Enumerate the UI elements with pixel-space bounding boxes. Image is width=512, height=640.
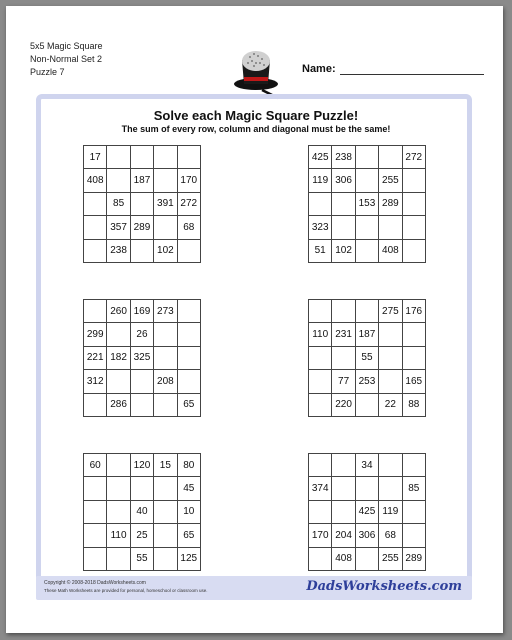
grid-cell: [107, 501, 130, 524]
grid-cell: 306: [332, 169, 355, 192]
grid-cell: [403, 193, 426, 216]
worksheet-info: [30, 40, 103, 79]
grid-cell: 221: [84, 347, 107, 370]
grid-cell: 119: [309, 169, 332, 192]
grid-cell: [107, 370, 130, 393]
grid-cell: [332, 454, 355, 477]
grid-cell: 170: [309, 524, 332, 547]
grid-cell: 26: [131, 323, 154, 346]
worksheet-set: Non-Normal Set 2: [30, 54, 103, 64]
grid-cell: [178, 347, 201, 370]
grid-cell: 306: [356, 524, 379, 547]
grid-cell: 17: [84, 146, 107, 169]
grid-cell: [107, 454, 130, 477]
grid-cell: 51: [309, 240, 332, 263]
grid-cell: [131, 193, 154, 216]
grid-cell: [107, 477, 130, 500]
grid-cell: [379, 477, 402, 500]
grid-cell: 253: [356, 370, 379, 393]
grid-cell: 40: [131, 501, 154, 524]
grid-cell: [356, 548, 379, 571]
grid-cell: 273: [154, 300, 177, 323]
grid-cell: 272: [403, 146, 426, 169]
grid-cell: [403, 240, 426, 263]
worksheet-title: Solve each Magic Square Puzzle!: [153, 108, 359, 123]
grid-cell: [178, 323, 201, 346]
magic-square-1: [83, 145, 201, 263]
grid-cell: 77: [332, 370, 355, 393]
grid-cell: [309, 394, 332, 417]
grid-cell: [332, 300, 355, 323]
grid-cell: [154, 323, 177, 346]
grid-cell: [403, 169, 426, 192]
grid-cell: 272: [178, 193, 201, 216]
grid-cell: [131, 477, 154, 500]
grid-cell: [131, 240, 154, 263]
usage-notice: These Math Worksheets are provided for personal, homeschool or classroom use.: [44, 588, 208, 593]
grid-cell: 299: [84, 323, 107, 346]
grid-cell: [154, 524, 177, 547]
grid-cell: 55: [356, 347, 379, 370]
grid-cell: 65: [178, 524, 201, 547]
grid-cell: 357: [107, 216, 130, 239]
grid-cell: [154, 347, 177, 370]
grid-cell: 408: [84, 169, 107, 192]
grid-cell: 110: [309, 323, 332, 346]
grid-cell: [131, 394, 154, 417]
grid-cell: [84, 524, 107, 547]
grid-cell: 312: [84, 370, 107, 393]
grid-cell: [403, 347, 426, 370]
grid-cell: [154, 216, 177, 239]
grid-cell: [309, 454, 332, 477]
grid-cell: [178, 146, 201, 169]
grid-cell: [178, 370, 201, 393]
worksheet-subtitle: The sum of every row, column and diagonal must be the same!: [121, 124, 391, 134]
grid-cell: 238: [332, 146, 355, 169]
grid-cell: 187: [131, 169, 154, 192]
grid-cell: 220: [332, 394, 355, 417]
grid-cell: [356, 169, 379, 192]
grid-cell: 102: [154, 240, 177, 263]
grid-cell: 68: [379, 524, 402, 547]
magic-square-3: [83, 299, 201, 417]
grid-cell: 22: [379, 394, 402, 417]
grid-cell: 187: [356, 323, 379, 346]
grid-cell: [84, 477, 107, 500]
grid-cell: [356, 216, 379, 239]
footer-bar: [36, 576, 472, 600]
name-label: Name:: [302, 63, 336, 75]
name-line: [340, 74, 484, 75]
grid-cell: 15: [154, 454, 177, 477]
grid-cell: 176: [403, 300, 426, 323]
grid-cell: [379, 454, 402, 477]
grid-cell: 88: [403, 394, 426, 417]
grid-cell: 289: [379, 193, 402, 216]
grid-cell: 325: [131, 347, 154, 370]
grid-cell: 153: [356, 193, 379, 216]
grid-cell: [84, 240, 107, 263]
grid-cell: [332, 193, 355, 216]
grid-cell: [379, 347, 402, 370]
grid-cell: 374: [309, 477, 332, 500]
grid-cell: [356, 300, 379, 323]
grid-cell: 275: [379, 300, 402, 323]
grid-cell: 68: [178, 216, 201, 239]
grid-cell: [131, 146, 154, 169]
grid-cell: [403, 216, 426, 239]
grid-cell: [356, 146, 379, 169]
grid-cell: [107, 146, 130, 169]
grid-cell: [309, 501, 332, 524]
grid-cell: 10: [178, 501, 201, 524]
grid-cell: 25: [131, 524, 154, 547]
grid-cell: [154, 169, 177, 192]
grid-cell: [403, 501, 426, 524]
grid-cell: 60: [84, 454, 107, 477]
grid-cell: [332, 477, 355, 500]
grid-cell: [107, 323, 130, 346]
grid-cell: 286: [107, 394, 130, 417]
brand-logo: DadsWorksheets.com: [306, 579, 462, 594]
grid-cell: [84, 300, 107, 323]
grid-cell: 204: [332, 524, 355, 547]
grid-cell: [131, 370, 154, 393]
grid-cell: [379, 323, 402, 346]
grid-cell: 125: [178, 548, 201, 571]
grid-cell: [332, 216, 355, 239]
grid-cell: [309, 193, 332, 216]
grid-cell: 323: [309, 216, 332, 239]
grid-cell: [356, 394, 379, 417]
grid-cell: 119: [379, 501, 402, 524]
grid-cell: [356, 240, 379, 263]
grid-cell: [379, 146, 402, 169]
grid-cell: [332, 501, 355, 524]
magic-square-5: [83, 453, 201, 571]
grid-cell: [403, 454, 426, 477]
grid-cell: 34: [356, 454, 379, 477]
magic-square-6: [308, 453, 426, 571]
grid-cell: 182: [107, 347, 130, 370]
grid-cell: [154, 477, 177, 500]
grid-cell: 289: [131, 216, 154, 239]
grid-cell: 425: [356, 501, 379, 524]
grid-cell: 255: [379, 548, 402, 571]
grid-cell: [154, 501, 177, 524]
grid-cell: 408: [332, 548, 355, 571]
grid-cell: [178, 300, 201, 323]
grid-cell: 85: [107, 193, 130, 216]
puzzle-number: Puzzle 7: [30, 67, 65, 77]
grid-cell: [309, 347, 332, 370]
grid-cell: [379, 370, 402, 393]
grid-cell: [332, 347, 355, 370]
grid-cell: [154, 548, 177, 571]
grid-cell: 231: [332, 323, 355, 346]
magic-square-2: [308, 145, 426, 263]
magic-square-4: [308, 299, 426, 417]
grid-cell: 391: [154, 193, 177, 216]
grid-cell: [356, 477, 379, 500]
grid-cell: [154, 146, 177, 169]
grid-cell: 165: [403, 370, 426, 393]
grid-cell: 238: [107, 240, 130, 263]
copyright-text: Copyright © 2008-2018 DadsWorksheets.com: [44, 580, 146, 586]
grid-cell: 208: [154, 370, 177, 393]
grid-cell: 260: [107, 300, 130, 323]
grid-cell: [403, 524, 426, 547]
grid-cell: 289: [403, 548, 426, 571]
grid-cell: [107, 169, 130, 192]
grid-cell: 110: [107, 524, 130, 547]
worksheet-type: 5x5 Magic Square: [30, 41, 103, 51]
grid-cell: [84, 216, 107, 239]
grid-cell: [403, 323, 426, 346]
grid-cell: 170: [178, 169, 201, 192]
grid-cell: [107, 548, 130, 571]
grid-cell: [309, 300, 332, 323]
grid-cell: [84, 193, 107, 216]
grid-cell: 85: [403, 477, 426, 500]
grid-cell: [84, 501, 107, 524]
grid-cell: 255: [379, 169, 402, 192]
grid-cell: 55: [131, 548, 154, 571]
grid-cell: 45: [178, 477, 201, 500]
grid-cell: [379, 216, 402, 239]
grid-cell: 169: [131, 300, 154, 323]
grid-cell: 408: [379, 240, 402, 263]
grid-cell: 65: [178, 394, 201, 417]
grid-cell: 80: [178, 454, 201, 477]
grid-cell: 425: [309, 146, 332, 169]
grid-cell: 102: [332, 240, 355, 263]
grid-cell: [178, 240, 201, 263]
grid-cell: 120: [131, 454, 154, 477]
grid-cell: [154, 394, 177, 417]
grid-cell: [84, 548, 107, 571]
grid-cell: [84, 394, 107, 417]
grid-cell: [309, 548, 332, 571]
grid-cell: [309, 370, 332, 393]
